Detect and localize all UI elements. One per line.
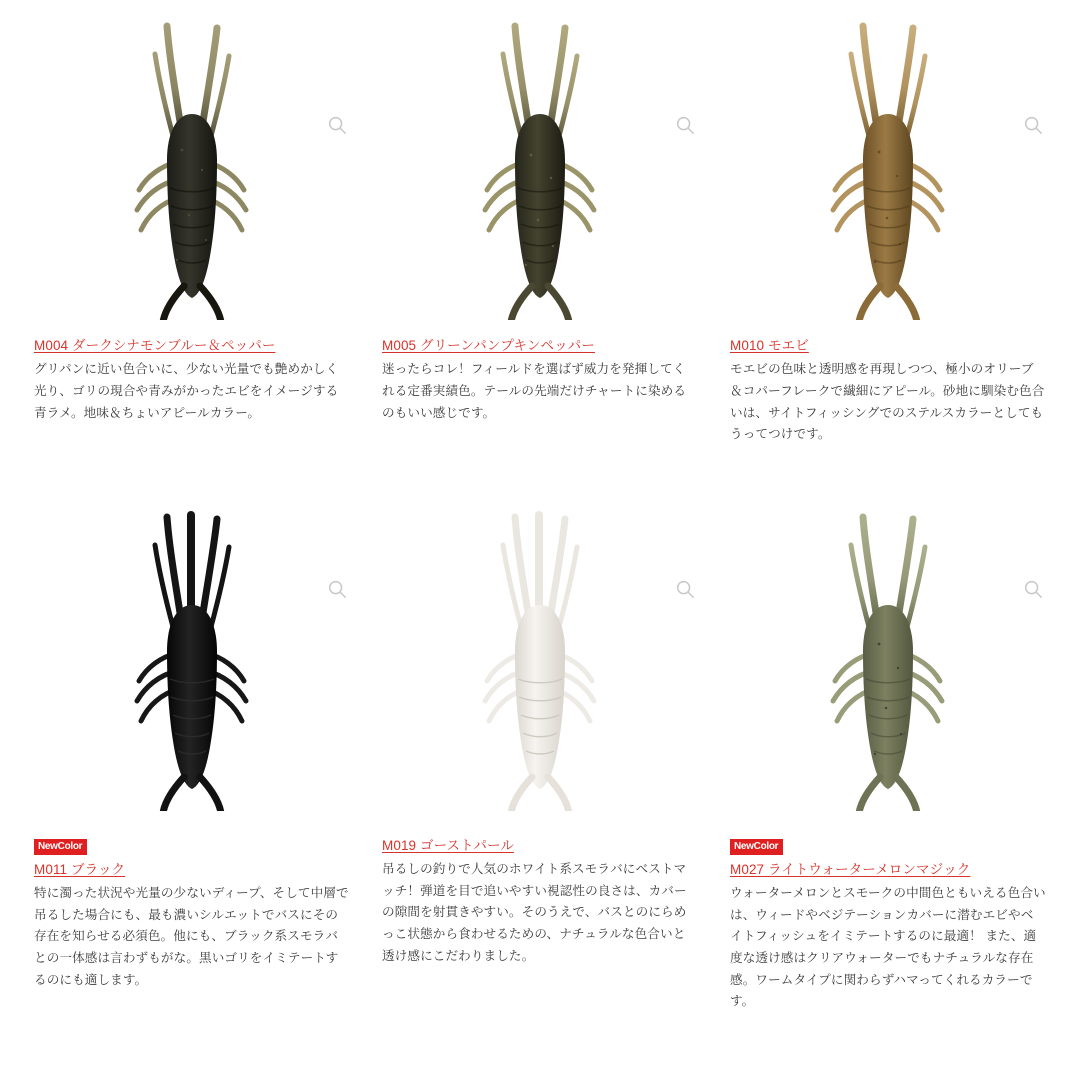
product-image-m010[interactable] [730,0,1046,330]
product-caption [34,830,350,992]
row-spacer [18,446,1062,482]
product-card[interactable] [714,482,1062,1013]
product-description: ウォーターメロンとスモークの中間色ともいえる色合いは、ウィードやベジテーションカバーに潜むエビやベイトフィッシュをイミテートするのに最適！ また、適度な透け感はクリアウォーターでもナチュラルな存在感。ワームタイプに関わらずハマってくれるカラーです。 [730,886,1046,1009]
product-title[interactable]: M019 ゴーストパール [382,837,515,853]
product-card[interactable] [18,482,366,1013]
product-card[interactable] [366,482,714,1013]
magnifier-icon[interactable] [674,578,696,600]
product-card[interactable] [18,0,366,446]
product-image-m005[interactable] [382,0,698,330]
product-grid-row-1 [18,0,1062,446]
product-card[interactable] [714,0,1062,446]
product-description: 特に濁った状況や光量の少ないディープ、そして中層で吊るした場合にも、最も濃いシルエットでバスにその存在を知らせる必須色。他にも、ブラック系スモラバとの一体感は言わずもがな。黒いゴリをイミテートするのにも適します。 [34,886,349,987]
magnifier-icon[interactable] [326,114,348,136]
product-image-m004[interactable] [34,0,350,330]
magnifier-icon[interactable] [1022,114,1044,136]
product-image-m019[interactable] [382,482,698,830]
new-color-badge: NewColor [34,839,87,855]
product-grid-row-2 [18,482,1062,1013]
product-description: グリパンに近い色合いに、少ない光量でも艶めかしく光り、ゴリの現合や青みがかったエビをイメージする青ラメ。地味＆ちょいアピールカラー。 [34,362,339,420]
product-description: 迷ったらコレ！フィールドを選ばず威力を発揮してくれる定番実績色。テールの先端だけチャートに染めるのもいい感じです。 [382,362,687,420]
product-title[interactable]: M011 ブラック [34,861,126,877]
new-color-badge: NewColor [730,839,783,855]
product-image-m027[interactable] [730,482,1046,830]
lure-illustration [107,10,277,320]
product-title[interactable]: M027 ライトウォーターメロンマジック [730,861,971,877]
product-title[interactable]: M004 ダークシナモンブルー＆ペッパー [34,338,276,353]
product-description: 吊るしの釣りで人気のホワイト系スモラバにベストマッチ！弾道を目で追いやすい視認性の良さは、カバーの隙間を射貫きやすい。そのうえで、バスとのにらめっこ状態から食わせるための、ナチュラルな色合いと透け感にこだわりました。 [382,862,687,963]
lure-illustration [455,10,625,320]
lure-illustration [803,501,973,811]
lure-illustration [107,501,277,811]
product-caption [382,830,698,968]
product-title[interactable]: M005 グリーンパンプキンペッパー [382,338,595,353]
product-caption [730,330,1046,446]
magnifier-icon[interactable] [674,114,696,136]
product-caption [730,830,1046,1013]
product-description: モエビの色味と透明感を再現しつつ、極小のオリーブ＆コパーフレークで繊細にアピール。砂地に馴染む色合いは、サイトフィッシングでのステルスカラーとしてもうってつけです。 [730,362,1045,442]
lure-illustration [455,501,625,811]
lure-illustration [803,10,973,320]
magnifier-icon[interactable] [326,578,348,600]
product-image-m011[interactable] [34,482,350,830]
product-caption [382,330,698,424]
product-caption [34,330,350,424]
product-card[interactable] [366,0,714,446]
magnifier-icon[interactable] [1022,578,1044,600]
product-title[interactable]: M010 モエビ [730,338,809,353]
